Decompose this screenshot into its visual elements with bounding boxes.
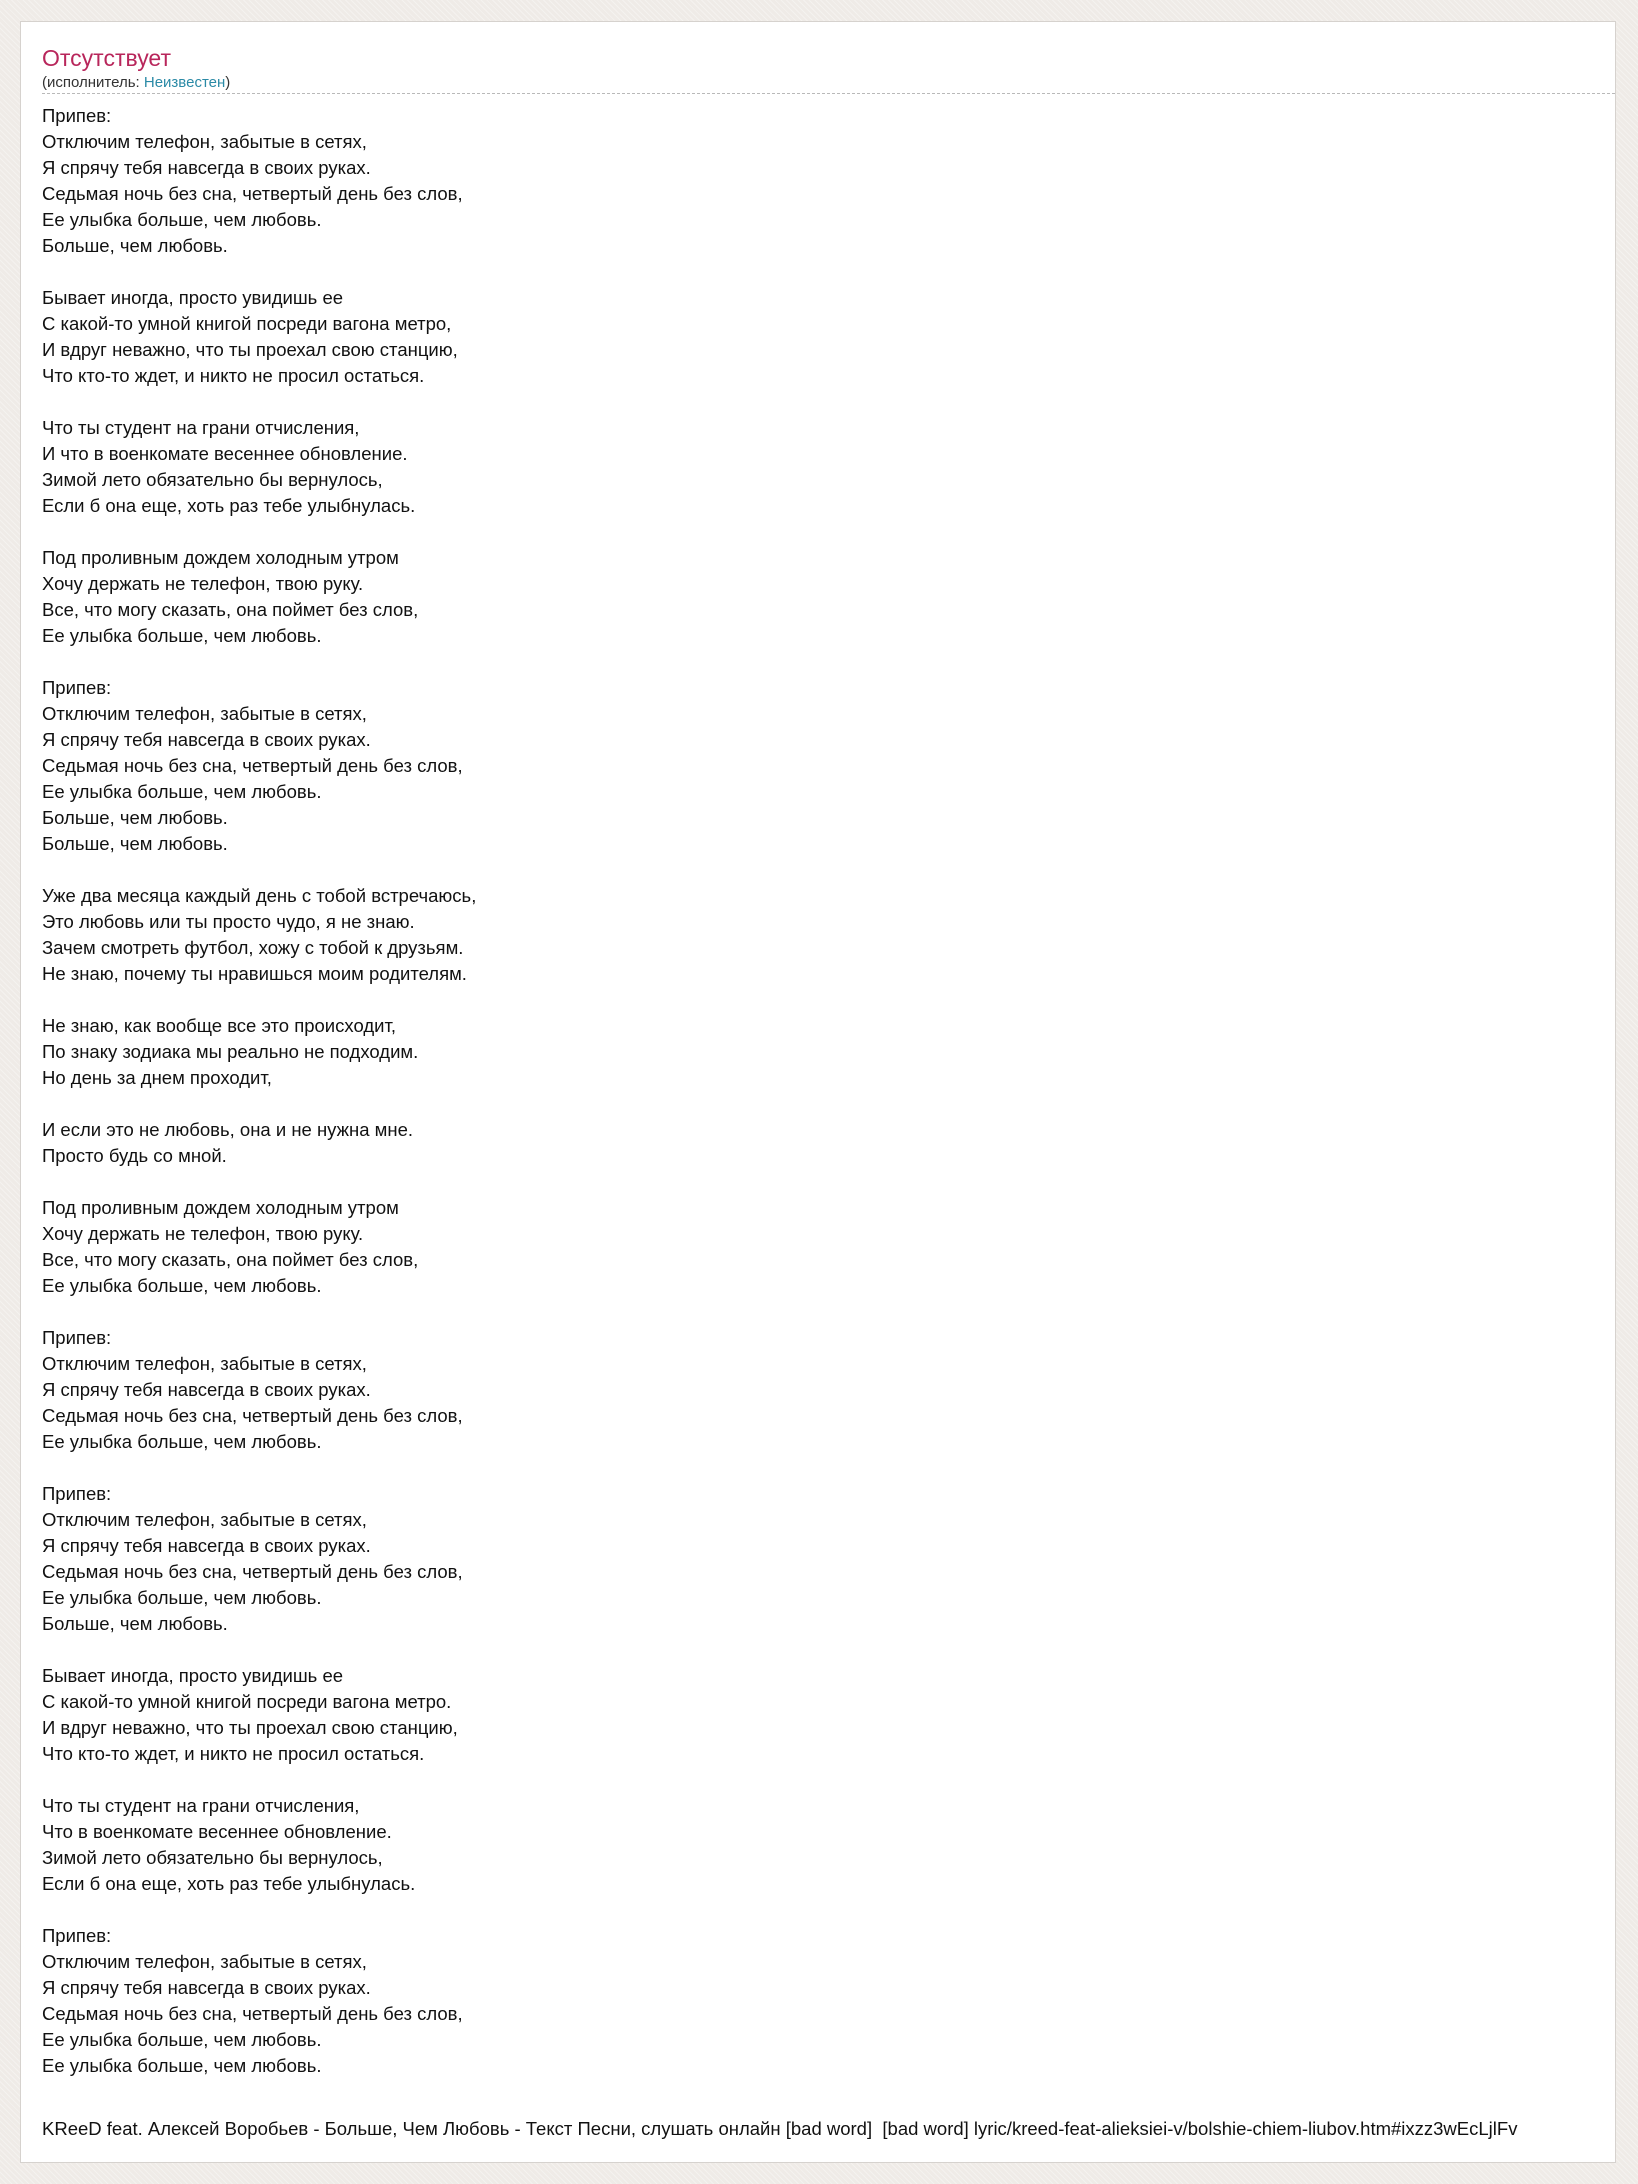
lyric-line: И если это не любовь, она и не нужна мне.: [42, 1119, 414, 1140]
performer-link[interactable]: Неизвестен: [143, 74, 226, 91]
lyric-blank-line: [42, 1091, 1602, 1117]
lyric-line: Не знаю, как вообще все это происходит,: [42, 1015, 397, 1036]
lyric-line: Больше, чем любовь.: [42, 807, 228, 828]
lyric-blank-line: [42, 987, 1602, 1013]
lyric-blank-line: [42, 1299, 1602, 1325]
lyric-line: Все, что могу сказать, она поймет без слов,: [42, 599, 419, 620]
title-divider: [42, 93, 1615, 94]
lyric-line: Седьмая ночь без сна, четвертый день без слов,: [42, 1405, 463, 1426]
lyric-line: С какой-то умной книгой посреди вагона метро,: [42, 313, 452, 334]
lyric-line: Уже два месяца каждый день с тобой встречаюсь,: [42, 885, 477, 906]
lyric-line: Припев:: [42, 677, 112, 698]
lyric-line: Больше, чем любовь.: [42, 1613, 228, 1634]
lyric-blank-line: [42, 259, 1602, 285]
lyric-line: Отключим телефон, забытые в сетях,: [42, 1509, 367, 1530]
lyric-line: Что ты студент на грани отчисления,: [42, 417, 360, 438]
lyric-line: Зимой лето обязательно бы вернулось,: [42, 1847, 383, 1868]
lyric-line: Припев:: [42, 1483, 112, 1504]
lyric-line: Припев:: [42, 1925, 112, 1946]
lyric-line: Я спрячу тебя навсегда в своих руках.: [42, 1379, 371, 1400]
lyric-line: По знаку зодиака мы реально не подходим.: [42, 1041, 419, 1062]
lyric-line: Седьмая ночь без сна, четвертый день без слов,: [42, 1561, 463, 1582]
lyric-line: Отключим телефон, забытые в сетях,: [42, 1353, 367, 1374]
performer-line: [42, 73, 230, 93]
lyric-line: Седьмая ночь без сна, четвертый день без слов,: [42, 183, 463, 204]
lyrics-card: [20, 21, 1616, 2163]
lyric-line: Отключим телефон, забытые в сетях,: [42, 1951, 367, 1972]
lyric-line: Припев:: [42, 1327, 112, 1348]
lyric-line: И что в военкомате весеннее обновление.: [42, 443, 408, 464]
lyric-blank-line: [42, 389, 1602, 415]
lyric-line: Отключим телефон, забытые в сетях,: [42, 131, 367, 152]
song-title: Отсутствует: [42, 45, 171, 71]
lyric-line: Это любовь или ты просто чудо, я не знаю.: [42, 911, 415, 932]
lyric-line: Ее улыбка больше, чем любовь.: [42, 2029, 322, 2050]
lyric-line: Ее улыбка больше, чем любовь.: [42, 209, 322, 230]
source-footer: KReeD feat. Алексей Воробьев - Больше, Чем Любовь - Текст Песни, слушать онлайн [bad word] [bad word] lyric/kreed-feat-alieksiei-v/bolshie-chiem-liubov.htm#ixzz3wEcLjlFv: [42, 2118, 1518, 2139]
lyric-line: Что кто-то ждет, и никто не просил остаться.: [42, 1743, 425, 1764]
lyric-line: Под проливным дождем холодным утром: [42, 547, 399, 568]
lyric-line: Я спрячу тебя навсегда в своих руках.: [42, 729, 371, 750]
lyric-line: Но день за днем проходит,: [42, 1067, 272, 1088]
lyric-line: Отключим телефон, забытые в сетях,: [42, 703, 367, 724]
lyric-line: Ее улыбка больше, чем любовь.: [42, 781, 322, 802]
lyric-blank-line: [42, 1455, 1602, 1481]
lyric-line: Если б она еще, хоть раз тебе улыбнулась.: [42, 495, 416, 516]
lyric-blank-line: [42, 519, 1602, 545]
lyric-line: Хочу держать не телефон, твою руку.: [42, 1223, 364, 1244]
lyric-line: Седьмая ночь без сна, четвертый день без слов,: [42, 755, 463, 776]
lyric-line: Что кто-то ждет, и никто не просил остаться.: [42, 365, 425, 386]
performer-prefix: (исполнитель:: [42, 74, 144, 91]
lyric-line: Больше, чем любовь.: [42, 833, 228, 854]
lyric-line: Если б она еще, хоть раз тебе улыбнулась.: [42, 1873, 416, 1894]
lyric-blank-line: [42, 649, 1602, 675]
performer-suffix: ): [225, 74, 231, 91]
lyric-line: Что ты студент на грани отчисления,: [42, 1795, 360, 1816]
lyric-blank-line: [42, 1637, 1602, 1663]
lyric-line: Больше, чем любовь.: [42, 235, 228, 256]
lyric-blank-line: [42, 1897, 1602, 1923]
lyric-blank-line: [42, 857, 1602, 883]
lyric-line: Просто будь со мной.: [42, 1145, 227, 1166]
lyric-line: Ее улыбка больше, чем любовь.: [42, 1431, 322, 1452]
lyric-line: Я спрячу тебя навсегда в своих руках.: [42, 1535, 371, 1556]
lyric-line: Хочу держать не телефон, твою руку.: [42, 573, 364, 594]
lyric-line: Ее улыбка больше, чем любовь.: [42, 1587, 322, 1608]
lyric-line: Не знаю, почему ты нравишься моим родителям.: [42, 963, 467, 984]
lyric-line: Бывает иногда, просто увидишь ее: [42, 1665, 344, 1686]
lyric-line: Ее улыбка больше, чем любовь.: [42, 2055, 322, 2076]
lyric-line: И вдруг неважно, что ты проехал свою станцию,: [42, 1717, 458, 1738]
lyric-line: Все, что могу сказать, она поймет без слов,: [42, 1249, 419, 1270]
lyric-line: Я спрячу тебя навсегда в своих руках.: [42, 1977, 371, 1998]
lyric-blank-line: [42, 1169, 1602, 1195]
lyric-line: Ее улыбка больше, чем любовь.: [42, 625, 322, 646]
lyric-line: Я спрячу тебя навсегда в своих руках.: [42, 157, 371, 178]
lyric-line: Седьмая ночь без сна, четвертый день без слов,: [42, 2003, 463, 2024]
lyric-line: Припев:: [42, 105, 112, 126]
lyric-line: Что в военкомате весеннее обновление.: [42, 1821, 392, 1842]
lyric-line: С какой-то умной книгой посреди вагона метро.: [42, 1691, 452, 1712]
lyric-line: Бывает иногда, просто увидишь ее: [42, 287, 344, 308]
lyric-line: Ее улыбка больше, чем любовь.: [42, 1275, 322, 1296]
lyric-blank-line: [42, 1767, 1602, 1793]
lyric-line: И вдруг неважно, что ты проехал свою станцию,: [42, 339, 458, 360]
lyric-line: Зимой лето обязательно бы вернулось,: [42, 469, 383, 490]
lyric-line: Зачем смотреть футбол, хожу с тобой к друзьям.: [42, 937, 464, 958]
lyric-line: Под проливным дождем холодным утром: [42, 1197, 399, 1218]
lyrics-text: [42, 103, 1602, 2079]
